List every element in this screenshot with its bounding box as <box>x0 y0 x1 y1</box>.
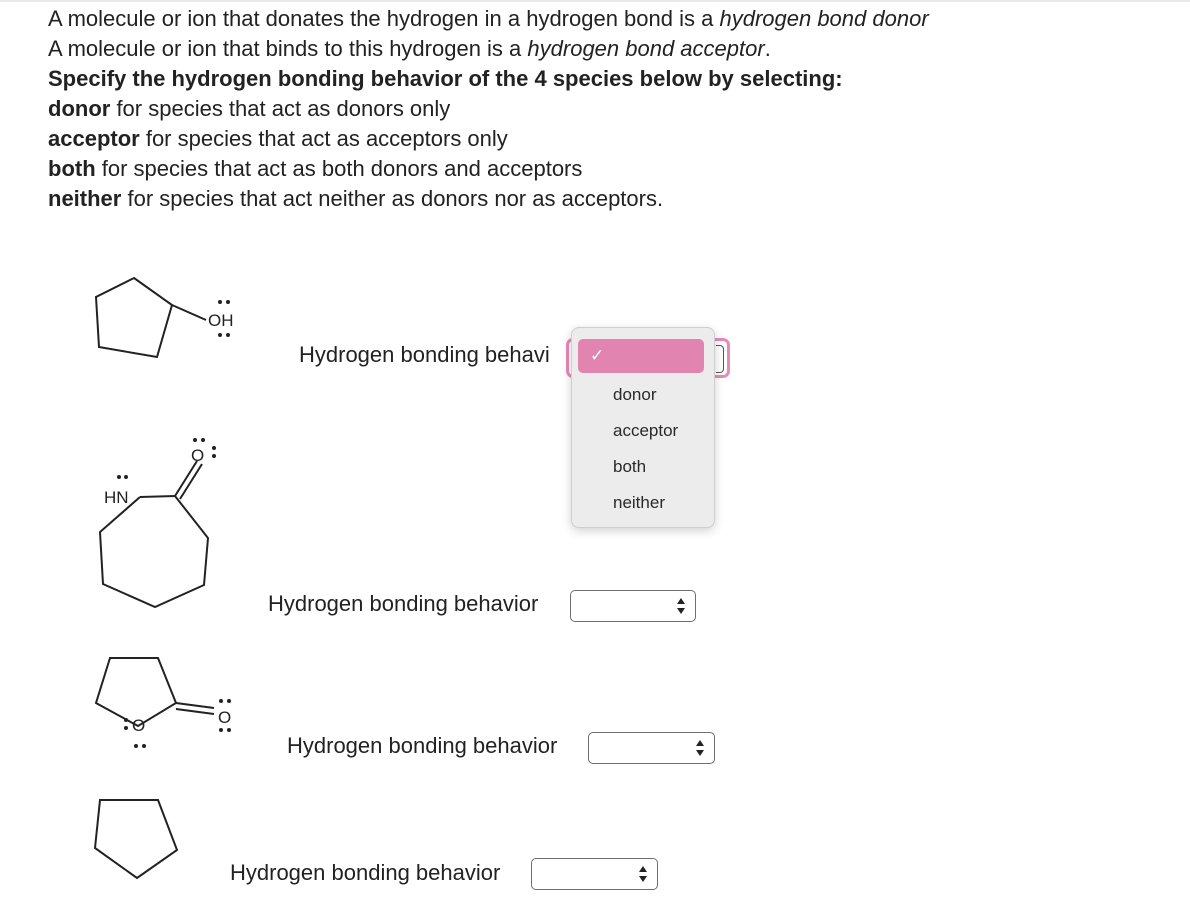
top-divider <box>0 0 1190 2</box>
question-3-label: Hydrogen bonding behavior <box>287 733 558 758</box>
instruction-option-acceptor: acceptor for species that act as acceptors only <box>48 126 508 151</box>
question-1-label: Hydrogen bonding behavi <box>299 342 550 367</box>
dropdown-option-acceptor[interactable]: acceptor <box>613 421 679 440</box>
molecule-cyclopentane <box>90 795 190 890</box>
dropdown-option-neither[interactable]: neither <box>613 493 665 512</box>
up-down-arrows-icon <box>696 740 704 756</box>
select-arrows-icon <box>716 345 724 373</box>
up-down-arrows-icon <box>677 598 685 614</box>
cyclopentane-structure <box>90 795 190 885</box>
carbonyl-o-label-2: O <box>218 708 232 727</box>
instruction-heading: Specify the hydrogen bonding behavior of the 4 species below by selecting: <box>48 66 843 91</box>
dropdown-option-both[interactable]: both <box>613 457 647 476</box>
butyrolactone-structure <box>90 650 250 760</box>
instruction-line-2: A molecule or ion that binds to this hydrogen is a hydrogen bond acceptor. <box>48 36 771 61</box>
oh-label: OH <box>208 311 234 330</box>
carbonyl-o-label: O <box>191 446 205 465</box>
question-4-select[interactable] <box>531 858 658 890</box>
instruction-option-both: both for species that act as both donors and acceptors <box>48 156 583 181</box>
hn-label: HN <box>104 488 129 507</box>
instruction-option-neither: neither for species that act neither as donors nor as acceptors. <box>48 186 664 211</box>
cyclopentanol-structure <box>80 265 260 375</box>
instructions <box>48 4 929 214</box>
dropdown-option-blank[interactable] <box>578 339 704 373</box>
molecule-butyrolactone <box>90 650 250 765</box>
dropdown-menu[interactable] <box>571 327 715 528</box>
instruction-line-1: A molecule or ion that donates the hydrogen in a hydrogen bond is a hydrogen bond donor <box>48 6 929 31</box>
question-2-label: Hydrogen bonding behavior <box>268 591 539 616</box>
question-4-label: Hydrogen bonding behavior <box>230 860 501 885</box>
question-3-select[interactable] <box>588 732 715 764</box>
dropdown-option-donor[interactable]: donor <box>613 385 657 404</box>
instruction-option-donor: donor for species that act as donors only <box>48 96 451 121</box>
molecule-cyclopentanol <box>80 265 260 380</box>
up-down-arrows-icon <box>639 866 647 882</box>
molecule-caprolactam <box>100 432 240 617</box>
question-2-select[interactable] <box>570 590 696 622</box>
caprolactam-structure <box>100 432 240 612</box>
check-icon: ✓ <box>590 346 605 365</box>
ring-o-label: O <box>132 716 146 735</box>
